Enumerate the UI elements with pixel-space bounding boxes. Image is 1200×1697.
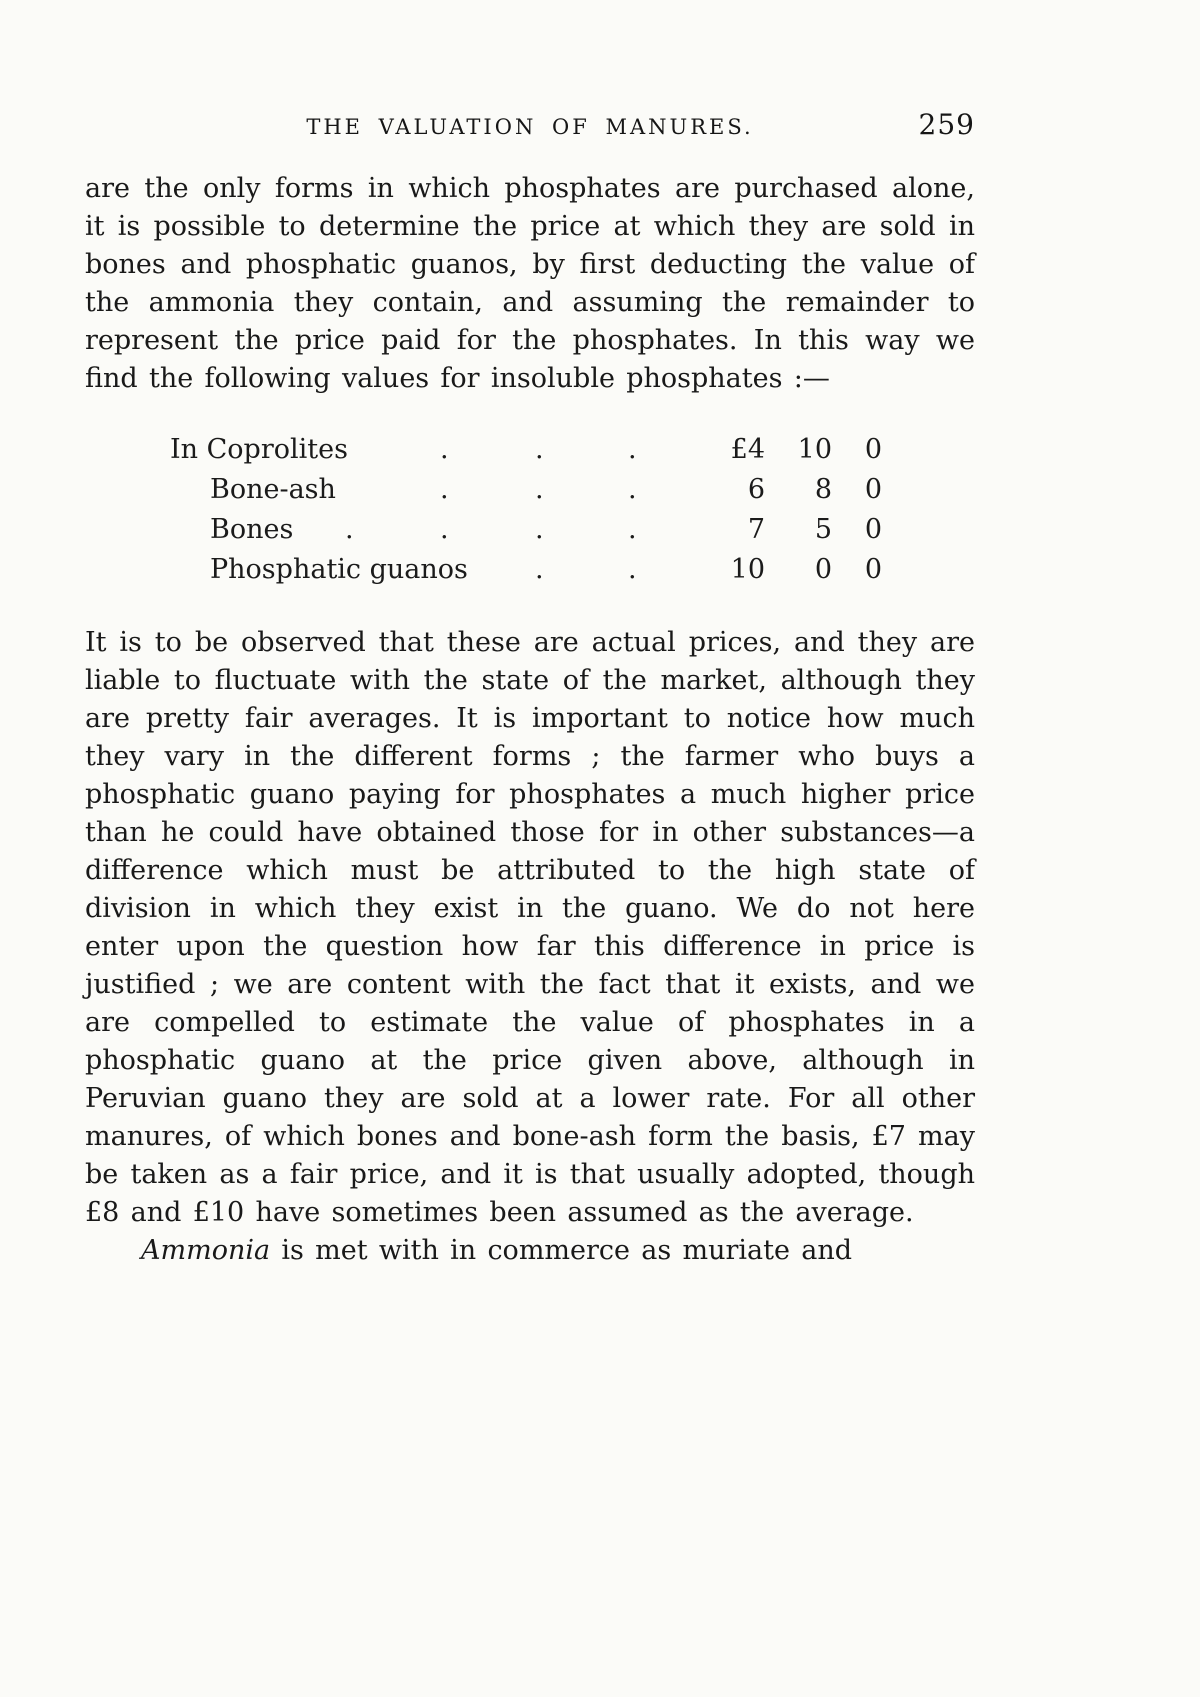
- price-table-row: [170, 430, 975, 470]
- price-pounds: £4: [730, 434, 765, 465]
- price-shillings: 5: [814, 514, 832, 545]
- dot-leader: .: [628, 434, 637, 465]
- paragraph-3-text: is met with in commerce as muriate and: [270, 1235, 853, 1266]
- price-table-row: [170, 510, 975, 550]
- price-pence: 0: [864, 514, 882, 545]
- commodity-label: Bones: [210, 514, 294, 545]
- price-pounds: 10: [730, 554, 765, 585]
- page-number: 259: [918, 108, 975, 141]
- paragraph-2: It is to be observed that these are actual prices, and they are liable to fluctuate with the state of the market, although they are pretty fair averages. It is important to notice how much they vary in the different forms ; the farmer who buys a phosphatic guano paying for phosphates a much higher price than he could have obtained those for in other substances—a difference which must be attributed to the high state of division in which they exist in the guano. We do not here enter upon the question how far this difference in price is justified ; we are content with the fact that it exists, and we are compelled to estimate the value of phosphates in a phosphatic guano at the price given above, although in Peruvian guano they are sold at a lower rate. For all other manures, of which bones and bone-ash form the basis, £7 may be taken as a fair price, and it is that usually adopted, though £8 and £10 have sometimes been assumed as the average.: [85, 627, 975, 1228]
- ammonia-italic-lead: Ammonia: [141, 1235, 271, 1266]
- price-pounds: 7: [747, 514, 765, 545]
- running-title: THE VALUATION OF MANURES.: [306, 115, 754, 139]
- dot-leader: .: [440, 514, 449, 545]
- price-shillings: 10: [797, 434, 832, 465]
- paragraph-3: [85, 1232, 975, 1270]
- dot-leader: .: [345, 514, 354, 545]
- dot-leader: .: [628, 474, 637, 505]
- page-header: [85, 108, 975, 144]
- price-table-row: [170, 470, 975, 510]
- price-table: [170, 430, 975, 590]
- commodity-label: Bone-ash: [210, 474, 336, 505]
- price-table-row: [170, 550, 975, 590]
- price-pence: 0: [864, 554, 882, 585]
- price-pence: 0: [864, 434, 882, 465]
- price-pounds: 6: [747, 474, 765, 505]
- commodity-label: Phosphatic guanos: [210, 554, 468, 585]
- dot-leader: .: [535, 514, 544, 545]
- paragraph-1: are the only forms in which phosphates are purchased alone, it is possible to determine the price at which they are sold in bones and phosphatic guanos, by first deducting the value of the ammonia they contain, and assuming the remainder to represent the price paid for the phosphates. In this way we find the following values for insoluble phosphates :—: [85, 173, 975, 394]
- dot-leader: .: [535, 554, 544, 585]
- price-shillings: 8: [814, 474, 832, 505]
- price-shillings: 0: [814, 554, 832, 585]
- commodity-label: In Coprolites: [170, 434, 348, 465]
- dot-leader: .: [440, 434, 449, 465]
- price-pence: 0: [864, 474, 882, 505]
- dot-leader: .: [535, 474, 544, 505]
- dot-leader: .: [440, 474, 449, 505]
- dot-leader: .: [628, 514, 637, 545]
- dot-leader: .: [628, 554, 637, 585]
- dot-leader: .: [535, 434, 544, 465]
